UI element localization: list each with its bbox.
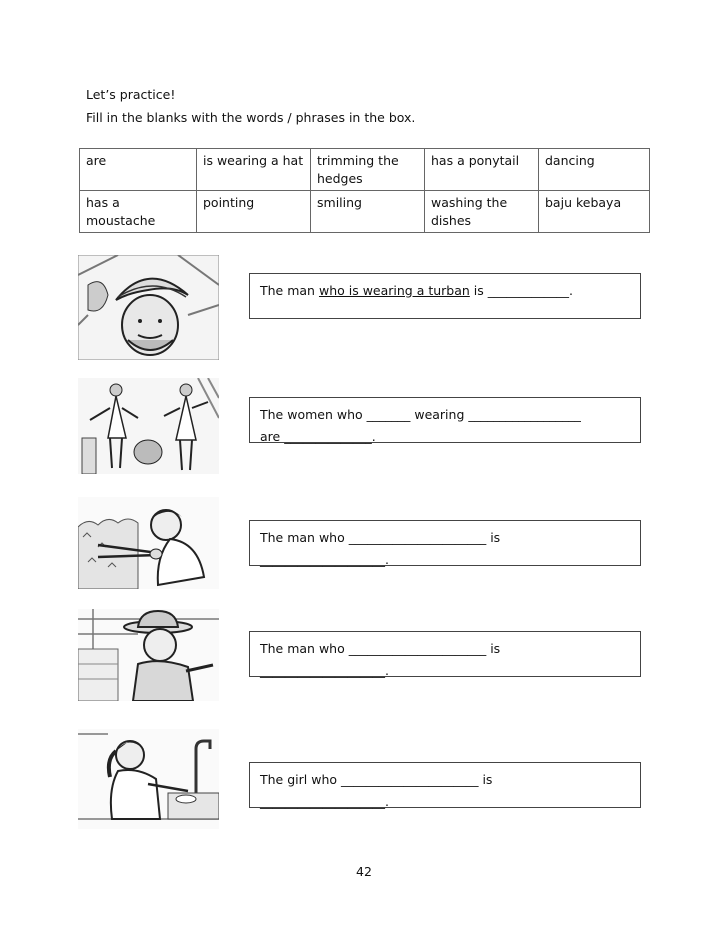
word-box-cell: smiling [311,191,425,233]
word-box-cell: trimming the hedges [311,149,425,191]
sentence-box-1 [249,273,641,319]
word-box-cell: is wearing a hat [197,149,311,191]
dancing-women-illustration [78,378,219,474]
word-box-cell: has a ponytail [425,149,539,191]
sentence-line-2: are ______________. [260,429,376,444]
sentence-line-1: The man who ______________________ is [260,641,501,656]
instruction-text: Fill in the blanks with the words / phrases in the box. [86,110,416,125]
word-box-row [80,191,650,233]
man-with-turban-illustration [78,255,219,360]
girl-washing-dishes-illustration [78,729,219,829]
word-box-cell: has a moustache [80,191,197,233]
word-box-cell: pointing [197,191,311,233]
sentence-text: is _____________. [469,283,573,298]
page-number: 42 [356,864,372,879]
word-box-cell: dancing [539,149,650,191]
sentence-line-1: The women who _______ wearing __________________ [260,407,581,422]
man-in-hat-pointing-illustration [78,609,219,701]
word-box-cell: are [80,149,197,191]
sentence-box-3 [249,520,641,566]
sentence-underlined: who is wearing a turban [318,283,470,298]
sentence-line-2: ____________________. [260,794,389,809]
sentence-line-1: The girl who ______________________ is [260,772,493,787]
sentence-box-4 [249,631,641,677]
word-box-row [80,149,650,191]
sentence-text: The man [260,283,319,298]
word-box-table [79,148,650,233]
sentence-box-2 [249,397,641,443]
man-trimming-hedges-illustration [78,497,219,589]
sentence-box-5 [249,762,641,808]
instruction-title: Let’s practice! [86,87,176,102]
sentence-line-2: ____________________. [260,552,389,567]
word-box-cell: baju kebaya [539,191,650,233]
sentence-line-2: ____________________. [260,663,389,678]
word-box-cell: washing the dishes [425,191,539,233]
sentence-line-1: The man who ______________________ is [260,530,501,545]
